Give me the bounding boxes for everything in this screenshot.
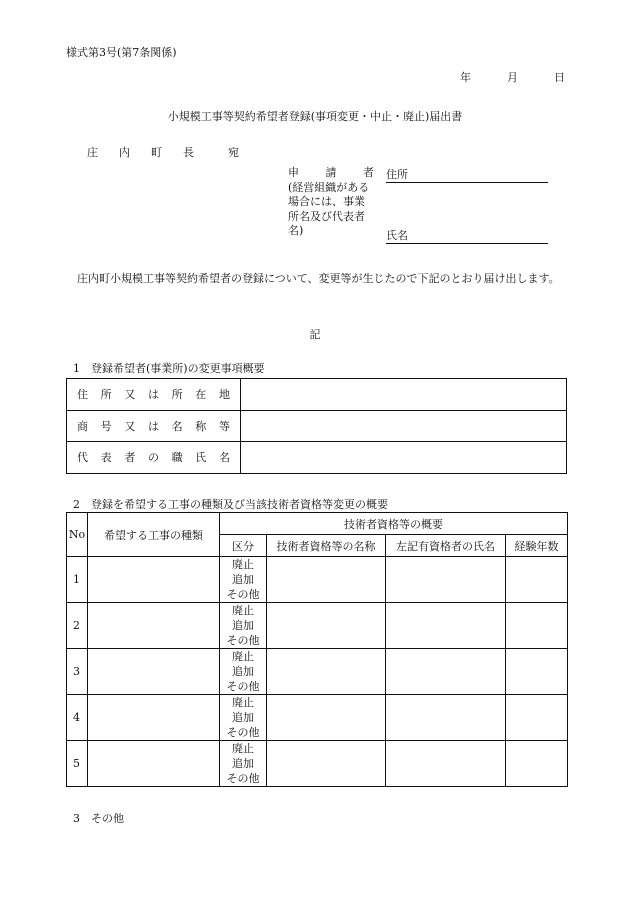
address-label: 住所 xyxy=(386,168,408,181)
date-line xyxy=(460,69,565,85)
label-char: 表 xyxy=(100,451,112,465)
addressee-char: 宛 xyxy=(228,146,239,159)
category-options[interactable] xyxy=(220,649,267,695)
category-option[interactable]: 廃止 xyxy=(232,696,254,709)
label-char: 住 xyxy=(77,388,88,402)
label-char: 者 xyxy=(124,451,136,465)
table-row xyxy=(67,603,568,649)
label-char: 職 xyxy=(171,451,183,465)
applicant-label-char: 者 xyxy=(363,166,374,179)
category-option[interactable]: 廃止 xyxy=(232,558,254,571)
category-options[interactable] xyxy=(220,695,267,741)
applicant-label-char: 請 xyxy=(325,166,337,179)
qualification-name-input[interactable] xyxy=(267,695,386,741)
row-number: 4 xyxy=(67,695,88,741)
table-label-cell xyxy=(67,379,241,411)
body-text: 庄内町小規模工事等契約希望者の登録について、変更等が生じたので下記のとおり届け出します。 xyxy=(77,272,560,285)
row-label xyxy=(77,418,230,434)
row-number: 3 xyxy=(67,649,88,695)
label-char: 号 xyxy=(100,419,112,433)
label-char: 又 xyxy=(124,419,136,433)
table-row xyxy=(67,410,567,442)
table-row xyxy=(67,649,568,695)
experience-input[interactable] xyxy=(506,741,568,787)
label-char: は xyxy=(147,388,159,402)
date-day: 日 xyxy=(554,71,565,84)
table-row xyxy=(67,741,568,787)
form-number: 様式第3号(第7条関係) xyxy=(66,46,177,59)
label-char: 又 xyxy=(124,388,136,402)
category-option[interactable]: 廃止 xyxy=(232,650,254,663)
category-option[interactable]: その他 xyxy=(226,588,260,601)
label-char: 所 xyxy=(171,388,183,402)
header-work-type: 希望する工事の種類 xyxy=(88,513,220,557)
date-year: 年 xyxy=(460,71,471,84)
addressee-char: 長 xyxy=(183,146,194,159)
name-label: 氏名 xyxy=(386,229,408,242)
row-number: 5 xyxy=(67,741,88,787)
category-option[interactable]: 追加 xyxy=(232,665,254,678)
label-char: 所 xyxy=(100,388,112,402)
section2-body xyxy=(67,557,568,787)
label-char: 商 xyxy=(77,419,88,433)
table-header-row xyxy=(67,513,568,535)
work-type-input[interactable] xyxy=(88,649,220,695)
addressee-char: 内 xyxy=(119,146,130,159)
experience-input[interactable] xyxy=(506,649,568,695)
label-char: 名 xyxy=(218,451,230,465)
label-char: の xyxy=(147,451,159,465)
section2-table xyxy=(66,512,568,787)
name-field[interactable] xyxy=(386,227,548,244)
addressee-char: 庄 xyxy=(87,146,98,159)
applicant-note: (経営組織がある場合には、事業所名及び代表者名) xyxy=(288,180,370,238)
work-type-input[interactable] xyxy=(88,557,220,603)
category-option[interactable]: その他 xyxy=(226,680,260,693)
holder-name-input[interactable] xyxy=(386,649,506,695)
category-options[interactable] xyxy=(220,603,267,649)
header-experience: 経験年数 xyxy=(506,535,568,557)
address-field[interactable] xyxy=(386,166,548,183)
category-option[interactable]: 追加 xyxy=(232,711,254,724)
representative-change-input[interactable] xyxy=(241,442,567,474)
category-option[interactable]: 廃止 xyxy=(232,742,254,755)
header-no: No xyxy=(67,513,88,557)
header-category: 区分 xyxy=(220,535,267,557)
experience-input[interactable] xyxy=(506,603,568,649)
row-number: 2 xyxy=(67,603,88,649)
date-month: 月 xyxy=(507,71,518,84)
document-title: 小規模工事等契約希望者登録(事項変更・中止・廃止)届出書 xyxy=(167,110,463,123)
label-char: 氏 xyxy=(195,451,207,465)
qualification-name-input[interactable] xyxy=(267,649,386,695)
qualification-name-input[interactable] xyxy=(267,557,386,603)
table-label-cell xyxy=(67,442,241,474)
label-char: 等 xyxy=(218,419,230,433)
category-option[interactable]: その他 xyxy=(226,634,260,647)
category-option[interactable]: 追加 xyxy=(232,573,254,586)
work-type-input[interactable] xyxy=(88,695,220,741)
table-label-cell xyxy=(67,410,241,442)
experience-input[interactable] xyxy=(506,557,568,603)
label-char: 称 xyxy=(195,419,207,433)
work-type-input[interactable] xyxy=(88,741,220,787)
address-change-input[interactable] xyxy=(241,379,567,411)
holder-name-input[interactable] xyxy=(386,695,506,741)
section1-table xyxy=(66,378,567,474)
header-holder-name: 左記有資格者の氏名 xyxy=(386,535,506,557)
category-option[interactable]: その他 xyxy=(226,726,260,739)
applicant-label xyxy=(288,166,374,239)
category-options[interactable] xyxy=(220,741,267,787)
label-char: 地 xyxy=(218,388,230,402)
table-row xyxy=(67,695,568,741)
holder-name-input[interactable] xyxy=(386,603,506,649)
label-char: 名 xyxy=(171,419,183,433)
row-number: 1 xyxy=(67,557,88,603)
section3-heading: 3 その他 xyxy=(73,812,124,825)
category-option[interactable]: その他 xyxy=(226,772,260,785)
qualification-name-input[interactable] xyxy=(267,741,386,787)
category-options[interactable] xyxy=(220,557,267,603)
applicant-label-char: 申 xyxy=(288,166,299,179)
category-option[interactable]: 追加 xyxy=(232,757,254,770)
section2-heading: 2 登録を希望する工事の種類及び当該技術者資格等変更の概要 xyxy=(73,498,388,511)
row-label xyxy=(77,386,230,402)
label-char: は xyxy=(147,419,159,433)
header-qualification-name: 技術者資格等の名称 xyxy=(267,535,386,557)
header-qualification-overview: 技術者資格等の概要 xyxy=(220,513,568,535)
section1-heading: 1 登録希望者(事業所)の変更事項概要 xyxy=(73,362,265,375)
row-label xyxy=(77,449,230,465)
holder-name-input[interactable] xyxy=(386,557,506,603)
category-option[interactable]: 追加 xyxy=(232,619,254,632)
addressee-char: 町 xyxy=(151,146,162,159)
table-row xyxy=(67,557,568,603)
addressee xyxy=(87,144,239,160)
category-option[interactable]: 廃止 xyxy=(232,604,254,617)
ki-label: 記 xyxy=(309,328,321,341)
table-row xyxy=(67,442,567,474)
trade-name-change-input[interactable] xyxy=(241,410,567,442)
label-char: 在 xyxy=(195,388,207,402)
work-type-input[interactable] xyxy=(88,603,220,649)
holder-name-input[interactable] xyxy=(386,741,506,787)
label-char: 代 xyxy=(77,451,88,465)
table-row xyxy=(67,379,567,411)
experience-input[interactable] xyxy=(506,695,568,741)
qualification-name-input[interactable] xyxy=(267,603,386,649)
